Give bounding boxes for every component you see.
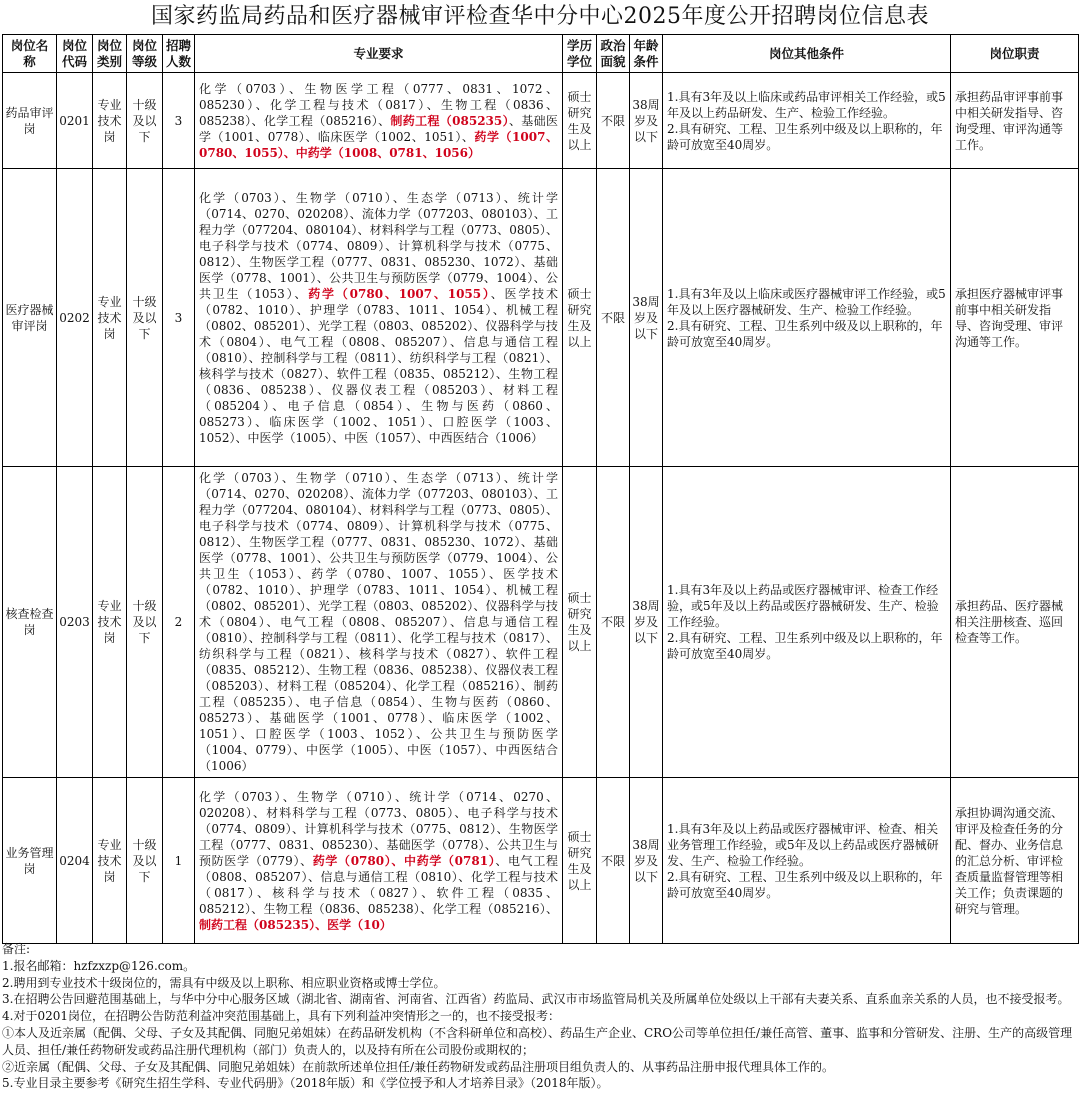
post-category: 专业技术岗 <box>93 467 127 778</box>
post-name: 核查检查岗 <box>3 467 57 778</box>
age: 38周岁及以下 <box>630 778 663 944</box>
major-text-highlight: 药学（0780、1007、1055） <box>308 286 491 301</box>
duty: 承担药品审评事前事中相关研发指导、咨询受理、审评沟通等工作。 <box>951 73 1079 169</box>
post-name: 药品审评岗 <box>3 73 57 169</box>
politics: 不限 <box>597 467 630 778</box>
post-level: 十级及以下 <box>127 467 163 778</box>
other-conditions <box>663 467 951 778</box>
condition-item: 1.具有3年及以上临床或药品审评相关工作经验，或5年及以上药品研发、生产、检验工作经验。 <box>667 89 946 120</box>
post-level: 十级及以下 <box>127 778 163 944</box>
condition-item: 2.具有研究、工程、卫生系列中级及以上职称的，年龄可放宽至40周岁。 <box>667 631 943 661</box>
post-code: 0202 <box>57 169 93 467</box>
duty: 承担药品、医疗器械相关注册核查、巡回检查等工作。 <box>951 467 1079 778</box>
duty: 承担协调沟通交流、审评及检查任务的分配、督办、业务信息的汇总分析、审评检查质量监督管理等相关工作；负责课题的研究与管理。 <box>951 778 1079 944</box>
header-level: 岗位等级 <box>127 35 163 73</box>
header-major: 专业要求 <box>195 35 563 73</box>
condition-item: 2.具有研究、工程、卫生系列中级及以上职称的，年龄可放宽至40周岁。 <box>667 121 943 152</box>
post-count: 3 <box>163 73 195 169</box>
note-item: 2.聘用到专业技术十级岗位的，需具有中级及以上职称、相应职业资格或博士学位。 <box>2 975 446 990</box>
major-text-highlight: 药学（0780）、中药学（0781） <box>312 853 496 868</box>
table-row <box>3 169 1079 467</box>
notes <box>2 941 1078 1092</box>
condition-item: 2.具有研究、工程、卫生系列中级及以上职称的，年龄可放宽至40周岁。 <box>667 318 943 349</box>
major-text-highlight: 药学（1007、0780、1055）、中药学（1008、0781、1056） <box>199 129 558 160</box>
table-row <box>3 467 1079 778</box>
post-level: 十级及以下 <box>127 169 163 467</box>
duty: 承担医疗器械审评事前事中相关研发指导、咨询受理、审评沟通等工作。 <box>951 169 1079 467</box>
major-requirements <box>195 778 563 944</box>
politics: 不限 <box>597 73 630 169</box>
condition-item: 1.具有3年及以上临床或医疗器械审评工作经验，或5年及以上医疗器械研发、生产、检验工作经验。 <box>667 286 946 317</box>
notes-heading: 备注: <box>2 942 31 956</box>
note-item: 4.对于0201岗位，在招聘公告防范利益冲突范围基础上，具有下列利益冲突情形之一的，也不接受报考： <box>2 1009 560 1024</box>
condition-item: 1.具有3年及以上药品或医疗器械审评、检查工作经验，或5年及以上药品或医疗器械研发、生产、检验工作经验。 <box>667 583 939 629</box>
major-text: 化学（0703）、生物学（0710）、生态学（0713）、统计学（0714、0270、020208）、流体力学（077203、080103）、工程力学（077204、080104）、材料科学与工程（0773、0805）、电子科学与技术（0774、0809）、计算机科学与技术（0775、0812）、生物医学工程（0777、0831、085230、1072）、基础医学（0778、1001）、公共卫生与预防医学（0779、1004）、公共卫生（1053）、 <box>199 190 558 301</box>
major-requirements <box>195 169 563 467</box>
major-text: 化学（0703）、生物医学工程（0777、0831、1072、085230）、化学工程与技术（0817）、生物工程（0836、085238）、化学工程（085216）、 <box>199 81 558 128</box>
header-duty: 岗位职责 <box>951 35 1079 73</box>
post-category: 专业技术岗 <box>93 73 127 169</box>
politics: 不限 <box>597 169 630 467</box>
major-requirements <box>195 467 563 778</box>
header-other: 岗位其他条件 <box>663 35 951 73</box>
degree: 硕士研究生及以上 <box>563 73 597 169</box>
post-category: 专业技术岗 <box>93 778 127 944</box>
age: 38周岁及以下 <box>630 467 663 778</box>
degree: 硕士研究生及以上 <box>563 778 597 944</box>
note-item: 3.在招聘公告回避范围基础上，与华中分中心服务区域（湖北省、湖南省、河南省、江西省）药监局、武汉市市场监管局机关及所属单位处级以上干部有夫妻关系、直系血亲关系的人员，也不接受报考。 <box>2 992 1070 1007</box>
note-item: 5.专业目录主要参考《研究生招生学科、专业代码册》（2018年版）和《学位授予和人才培养目录》（2018年版）。 <box>2 1076 609 1091</box>
header-count: 招聘人数 <box>163 35 195 73</box>
other-conditions <box>663 778 951 944</box>
major-text: 、基础医学（1001、0778）、临床医学（1002、1051）、 <box>199 113 558 144</box>
post-name: 医疗器械审评岗 <box>3 169 57 467</box>
post-level: 十级及以下 <box>127 73 163 169</box>
note-item: ②近亲属（配偶、父母、子女及其配偶、同胞兄弟姐妹）在前款所述单位担任/兼任药物研发或药品注册项目组负责人的、从事药品注册申报代理具体工作的。 <box>2 1059 835 1074</box>
note-item: ①本人及近亲属（配偶、父母、子女及其配偶、同胞兄弟姐妹）在药品研发机构（不含科研单位和高校）、药品生产企业、CRO公司等单位担任/兼任高管、董事、监事和分管研发、注册、生产的高级管理人员、担任/兼任药物研发或药品注册代理机构（部门）负责人的，以及持有所在公司股份或期权的； <box>2 1025 1073 1057</box>
note-item: 1.报名邮箱：hzfzxzp@126.com。 <box>2 958 196 973</box>
major-text: 、电气工程（0808、085207）、信息与通信工程（0810）、化学工程与技术（0817）、核科学与技术（0827）、软件工程（0835、085212）、生物工程（0836、085238）、化学工程（085216）、 <box>199 853 558 916</box>
header-name: 岗位名称 <box>3 35 57 73</box>
other-conditions <box>663 73 951 169</box>
post-count: 3 <box>163 169 195 467</box>
recruitment-table <box>2 34 1079 944</box>
header-politics: 政治面貌 <box>597 35 630 73</box>
major-requirements <box>195 73 563 169</box>
major-text: 化学（0703）、生物学（0710）、生态学（0713）、统计学（0714、0270、020208）、流体力学（077203、080103）、工程力学（077204、080104）、材料科学与工程（0773、0805）、电子科学与技术（0774、0809）、计算机科学与技术（0775、0812）、生物医学工程（0777、0831、085230、1072）、基础医学（0778、1001）、公共卫生与预防医学（0779、1004）、公共卫生（1053）、药学（0780、1007、1055）、医学技术（0782、1010）、护理学（0783、1011、1054）、机械工程（0802、085201）、光学工程（0803、085202）、仪器科学与技术（0804）、电气工程（0808、085207）、信息与通信工程（0810）、控制科学与工程（0811）、化学工程与技术（0817）、纺织科学与工程（0821）、核科学与技术（0827）、软件工程（0835、085212）、生物工程（0836、085238）、仪器仪表工程（085203）、材料工程（085204）、化学工程（085216）、制药工程（085235）、电子信息（0854）、生物与医药（0860、085273）、基础医学（1001、0778）、临床医学（1002、1051）、口腔医学（1003、1052）、公共卫生与预防医学（1004、0779）、中医学（1005）、中医（1057）、中西医结合（1006） <box>199 471 558 773</box>
major-text: 、医学技术（0782、1010）、护理学（0783、1011、1054）、机械工程（0802、085201）、光学工程（0803、085202）、仪器科学与技术（0804）、电气工程（0808、085207）、信息与通信工程（0810）、控制科学与工程（0811）、纺织科学与工程（0821）、核科学与技术（0827）、软件工程（0835、085212）、生物工程（0836、085238）、仪器仪表工程（085203）、材料工程（085204）、电子信息（0854）、生物与医药（0860、085273）、临床医学（1002、1051）、口腔医学（1003、1052）、中医学（1005）、中医（1057）、中西医结合（1006） <box>199 286 558 445</box>
major-text-highlight: 制药工程（085235） <box>390 113 509 128</box>
table-row <box>3 778 1079 944</box>
header-age: 年龄条件 <box>630 35 663 73</box>
header-degree: 学历学位 <box>563 35 597 73</box>
post-code: 0203 <box>57 467 93 778</box>
major-text: 化学（0703）、生物学（0710）、统计学（0714、0270、020208）、材料科学与工程（0773、0805）、电子科学与技术（0774、0809）、计算机科学与技术（0775、0812）、生物医学工程（0777、0831、085230）、基础医学（0778）、公共卫生与预防医学（0779）、 <box>199 789 558 868</box>
major-text-highlight: 制药工程（085235）、医学（10） <box>199 917 392 932</box>
post-count: 1 <box>163 778 195 944</box>
age: 38周岁及以下 <box>630 73 663 169</box>
politics: 不限 <box>597 778 630 944</box>
post-code: 0201 <box>57 73 93 169</box>
post-count: 2 <box>163 467 195 778</box>
condition-item: 2.具有研究、工程、卫生系列中级及以上职称的，年龄可放宽至40周岁。 <box>667 869 943 900</box>
condition-item: 1.具有3年及以上药品或医疗器械审评、检查、相关业务管理工作经验，或5年及以上药品或医疗器械研发、生产、检验工作经验。 <box>667 821 939 868</box>
page-title: 国家药监局药品和医疗器械审评检查华中分中心2025年度公开招聘岗位信息表 <box>151 4 929 29</box>
post-code: 0204 <box>57 778 93 944</box>
post-category: 专业技术岗 <box>93 169 127 467</box>
table-row <box>3 73 1079 169</box>
degree: 硕士研究生及以上 <box>563 169 597 467</box>
degree: 硕士研究生及以上 <box>563 467 597 778</box>
other-conditions <box>663 169 951 467</box>
header-row <box>3 35 1079 73</box>
header-category: 岗位类别 <box>93 35 127 73</box>
age: 38周岁及以下 <box>630 169 663 467</box>
header-code: 岗位代码 <box>57 35 93 73</box>
post-name: 业务管理岗 <box>3 778 57 944</box>
